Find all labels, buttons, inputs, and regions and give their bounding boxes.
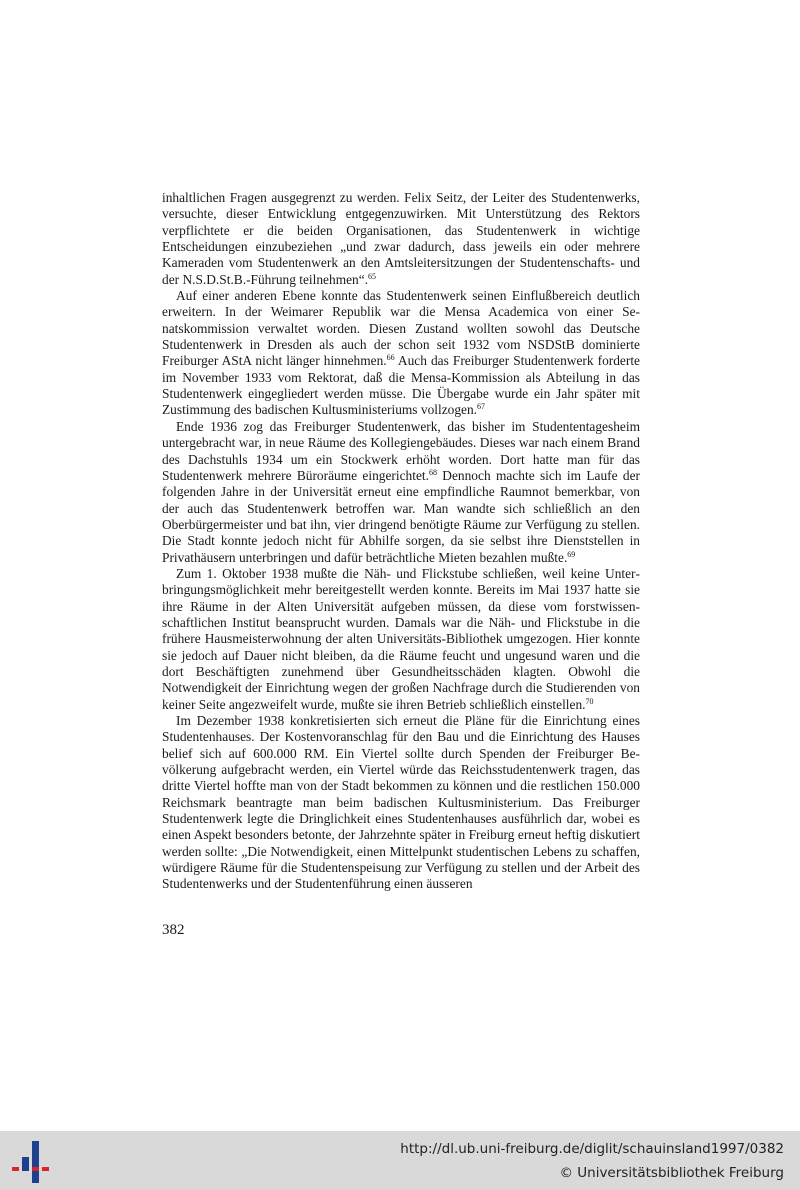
footnote-ref: 69 [567, 549, 576, 559]
footnote-ref: 70 [585, 696, 594, 706]
logo-dash-left [12, 1167, 19, 1171]
footer-bar [0, 1131, 800, 1189]
footnote-ref: 65 [368, 271, 377, 281]
paragraph-text: Im Dezember 1938 konkretisierten sich erneut die Pläne für die Einrichtung eines Studentenhauses. Der Kostenvoranschlag für den Bau und die Einrichtung des Hauses belief sich auf 600.000 RM. Ein Viertel sollte durch Spenden der Freiburger Bevölkerung aufgebracht werden, ein Viertel würde das Reichsstudentenwerk tragen, das dritte Viertel hoffte man von der Stadt bekommen zu können und die restlichen 150.000 Reichsmark beantragte man beim badischen Kultusministerium. Das Freiburger Studentenwerk legte die Dringlichkeit eines Studentenhauses ausführlich dar, wobei es einen Aspekt besonders betonte, der Jahrzehnte später in Freiburg erneut heftig diskutiert werden sollte: „Die Notwendigkeit, einen Mittelpunkt studentischen Lebens zu schaffen, würdigere Räume für die Studentenspeisung zur Verfügung zu stellen und der Arbeit des Studentenwerks und der Studentenführung einen äusseren [162, 713, 640, 892]
footnote-ref: 67 [477, 402, 486, 412]
footer-copyright: © Universitätsbibliothek Freiburg [559, 1165, 784, 1181]
paragraph [162, 288, 640, 419]
footnote-ref: 68 [428, 467, 437, 477]
logo-dash-center [32, 1167, 39, 1171]
paragraph-text: Dennoch machte sich im Laufe der folgenden Jahre in der Universität erneut eine empfindliche Raumnot bemerkbar, von der auch das Studentenwerk betroffen war. Man wandte sich schließlich an den Oberbürgermeister und bat ihn, vier dringend benötigte Räume zur Verfügung zu stellen. Die Stadt konnte jedoch nicht für Abhilfe sorgen, da sie selbst ihre Dienststellen in Privathäusern unterbringen und dafür beträchtliche Mieten bezahlen mußte. [162, 467, 640, 565]
paragraph-text: Zum 1. Oktober 1938 mußte die Näh- und Flickstube schließen, weil keine Unterbringungsmöglichkeit mehr bereitgestellt werden konnte. Bereits im Mai 1937 hatte sie ihre Räume in der Alten Universität aufgeben müssen, da diese vom forstwissenschaftlichen Institut beansprucht wurden. Damals war die Näh- und Flickstube in die frühere Hausmeisterwohnung der alten Universitäts-Bibliothek umgezogen. Hier konnte sie jedoch auf Dauer nicht bleiben, da die Räume feucht und ungesund waren und die dort Beschäftigten zunehmend über Gesundheitsschäden klagten. Obwohl die Notwendigkeit der Einrichtung wegen der großen Nachfrage durch die Studierenden von keiner Seite angezweifelt wurde, mußte sie ihren Betrieb schließlich einstellen. [162, 565, 640, 712]
logo-dash-right [42, 1167, 49, 1171]
paragraph-text: Auf einer anderen Ebene konnte das Studentenwerk seinen Einflußbereich deutlich erweitern. In der Weimarer Republik war die Mensa Academica von einer Senatskommission verwaltet worden. Diesen Zustand wollten sowohl das Deutsche Studentenwerk in Dresden als auch der schon seit 1932 vom NSDStB dominierte Freiburger AStA nicht länger hinnehmen. [162, 288, 640, 369]
logo-bar-left [22, 1157, 29, 1171]
body-text [162, 190, 640, 893]
logo-bar-center [32, 1141, 39, 1183]
paragraph [162, 190, 640, 288]
paragraph [162, 566, 640, 713]
paragraph-text: inhaltlichen Fragen ausgegrenzt zu werden. Felix Seitz, der Leiter des Studentenwerks, versuchte, dieser Entwicklung entgegenzuwirken. Mit Unterstützung des Rektors verpflichtete er die beiden Organisationen, das Studentenwerk in wichtige Entscheidungen einzubeziehen „und zwar dadurch, dass jeweils ein oder mehrere Kameraden vom Studentenwerk an den Amtsleitersitzungen der Studentenschafts- und der N.S.D.St.B.-Führung teilnehmen“. [162, 190, 640, 287]
footnote-ref: 66 [386, 353, 395, 363]
page-number: 382 [162, 922, 185, 938]
ub-freiburg-logo-icon[interactable] [12, 1139, 52, 1183]
paragraph [162, 713, 640, 893]
footer-url-link[interactable]: http://dl.ub.uni-freiburg.de/diglit/schauinsland1997/0382 [400, 1141, 784, 1157]
paragraph [162, 419, 640, 566]
paragraph-text: Auch das Freiburger Studentenwerk forderte im November 1933 vom Rektorat, daß die Mensa-Kommission als Abteilung in das Studentenwerk eingegliedert werden müsse. Die Übergabe wurde ein Jahr später mit Zustimmung des badischen Kultusministeriums vollzogen. [162, 353, 640, 418]
paragraph-text: Ende 1936 zog das Freiburger Studentenwerk, das bisher im Studententagesheim untergebracht war, in neue Räume des Kollegiengebäudes. Dieses war nach einem Brand des Dachstuhls 1934 um ein Stockwerk erhöht worden. Dort hatte man für das Studentenwerk mehrere Büroräume eingerichtet. [162, 418, 640, 483]
